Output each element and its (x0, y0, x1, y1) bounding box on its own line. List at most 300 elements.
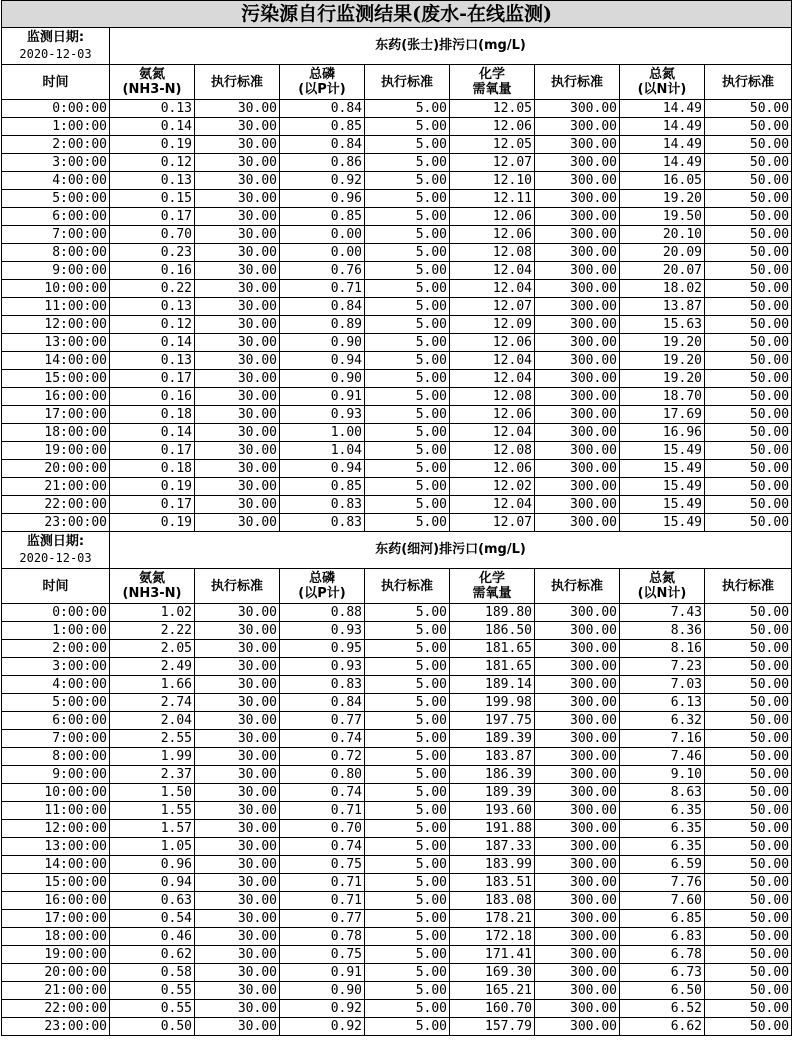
value-cell: 300.00 (535, 406, 620, 424)
value-cell: 0.54 (110, 910, 195, 928)
value-cell: 30.00 (195, 820, 280, 838)
value-cell: 0.95 (280, 640, 365, 658)
value-cell: 50.00 (705, 190, 792, 208)
value-cell: 50.00 (705, 262, 792, 280)
value-cell: 0.16 (110, 262, 195, 280)
value-cell: 5.00 (365, 118, 450, 136)
value-cell: 5.00 (365, 190, 450, 208)
value-cell: 300.00 (535, 1018, 620, 1036)
value-cell: 30.00 (195, 928, 280, 946)
value-cell: 172.18 (450, 928, 535, 946)
value-cell: 300.00 (535, 280, 620, 298)
value-cell: 6.35 (620, 838, 705, 856)
value-cell: 300.00 (535, 136, 620, 154)
value-cell: 300.00 (535, 154, 620, 172)
col-tn (620, 569, 705, 604)
value-cell: 30.00 (195, 334, 280, 352)
section-header-row (2, 28, 792, 65)
table-row (2, 838, 792, 856)
value-cell: 30.00 (195, 388, 280, 406)
value-cell: 7.03 (620, 676, 705, 694)
value-cell: 300.00 (535, 622, 620, 640)
col-tn (620, 65, 705, 100)
value-cell: 0.14 (110, 334, 195, 352)
col-time: 时间 (2, 569, 110, 604)
table-row (2, 712, 792, 730)
value-cell: 30.00 (195, 658, 280, 676)
value-cell: 2.55 (110, 730, 195, 748)
value-cell: 0.91 (280, 388, 365, 406)
value-cell: 12.07 (450, 298, 535, 316)
value-cell: 300.00 (535, 964, 620, 982)
time-cell: 12:00:00 (2, 316, 110, 334)
time-cell: 7:00:00 (2, 730, 110, 748)
value-cell: 0.74 (280, 838, 365, 856)
value-cell: 300.00 (535, 262, 620, 280)
value-cell: 300.00 (535, 370, 620, 388)
value-cell: 7.23 (620, 658, 705, 676)
value-cell: 165.21 (450, 982, 535, 1000)
value-cell: 0.94 (280, 352, 365, 370)
value-cell: 7.16 (620, 730, 705, 748)
value-cell: 186.39 (450, 766, 535, 784)
value-cell: 7.76 (620, 874, 705, 892)
col-cod (450, 65, 535, 100)
value-cell: 0.17 (110, 496, 195, 514)
value-cell: 50.00 (705, 640, 792, 658)
time-cell: 8:00:00 (2, 244, 110, 262)
value-cell: 30.00 (195, 856, 280, 874)
value-cell: 50.00 (705, 766, 792, 784)
value-cell: 5.00 (365, 622, 450, 640)
value-cell: 1.55 (110, 802, 195, 820)
time-cell: 3:00:00 (2, 154, 110, 172)
value-cell: 0.93 (280, 658, 365, 676)
time-cell: 19:00:00 (2, 442, 110, 460)
value-cell: 14.49 (620, 118, 705, 136)
col-cod-line2: 需氧量 (472, 82, 512, 97)
col-nh3-line2: (NH3-N) (122, 82, 182, 97)
value-cell: 5.00 (365, 820, 450, 838)
value-cell: 5.00 (365, 1000, 450, 1018)
value-cell: 30.00 (195, 244, 280, 262)
time-cell: 17:00:00 (2, 910, 110, 928)
value-cell: 0.83 (280, 676, 365, 694)
value-cell: 12.11 (450, 190, 535, 208)
value-cell: 5.00 (365, 1018, 450, 1036)
value-cell: 0.12 (110, 316, 195, 334)
time-cell: 21:00:00 (2, 982, 110, 1000)
value-cell: 0.15 (110, 190, 195, 208)
value-cell: 5.00 (365, 298, 450, 316)
value-cell: 0.83 (280, 514, 365, 532)
value-cell: 0.19 (110, 136, 195, 154)
value-cell: 300.00 (535, 118, 620, 136)
value-cell: 300.00 (535, 478, 620, 496)
value-cell: 300.00 (535, 640, 620, 658)
value-cell: 0.93 (280, 622, 365, 640)
value-cell: 0.84 (280, 298, 365, 316)
value-cell: 30.00 (195, 694, 280, 712)
value-cell: 193.60 (450, 802, 535, 820)
table-row (2, 676, 792, 694)
value-cell: 0.71 (280, 802, 365, 820)
value-cell: 15.49 (620, 478, 705, 496)
time-cell: 16:00:00 (2, 892, 110, 910)
value-cell: 30.00 (195, 892, 280, 910)
time-cell: 9:00:00 (2, 766, 110, 784)
value-cell: 5.00 (365, 856, 450, 874)
col-tn-std: 执行标准 (705, 65, 792, 100)
time-cell: 8:00:00 (2, 748, 110, 766)
value-cell: 0.90 (280, 334, 365, 352)
value-cell: 50.00 (705, 334, 792, 352)
value-cell: 0.78 (280, 928, 365, 946)
value-cell: 5.00 (365, 982, 450, 1000)
table-row (2, 100, 792, 118)
value-cell: 15.63 (620, 316, 705, 334)
value-cell: 30.00 (195, 190, 280, 208)
value-cell: 1.04 (280, 442, 365, 460)
value-cell: 50.00 (705, 838, 792, 856)
col-nh3-line1: 氨氮 (138, 67, 165, 82)
value-cell: 181.65 (450, 640, 535, 658)
value-cell: 13.87 (620, 298, 705, 316)
value-cell: 6.32 (620, 712, 705, 730)
value-cell: 5.00 (365, 892, 450, 910)
value-cell: 0.50 (110, 1018, 195, 1036)
value-cell: 30.00 (195, 730, 280, 748)
value-cell: 12.10 (450, 172, 535, 190)
value-cell: 300.00 (535, 694, 620, 712)
value-cell: 0.74 (280, 784, 365, 802)
value-cell: 0.58 (110, 964, 195, 982)
value-cell: 300.00 (535, 442, 620, 460)
value-cell: 12.04 (450, 424, 535, 442)
value-cell: 50.00 (705, 280, 792, 298)
value-cell: 0.71 (280, 280, 365, 298)
value-cell: 12.07 (450, 154, 535, 172)
value-cell: 300.00 (535, 928, 620, 946)
value-cell: 1.57 (110, 820, 195, 838)
section-header-row (2, 532, 792, 569)
value-cell: 19.20 (620, 370, 705, 388)
value-cell: 0.18 (110, 406, 195, 424)
value-cell: 0.80 (280, 766, 365, 784)
value-cell: 30.00 (195, 784, 280, 802)
value-cell: 50.00 (705, 802, 792, 820)
value-cell: 5.00 (365, 442, 450, 460)
value-cell: 0.14 (110, 424, 195, 442)
table-row (2, 820, 792, 838)
table-row (2, 208, 792, 226)
value-cell: 50.00 (705, 604, 792, 622)
value-cell: 50.00 (705, 100, 792, 118)
value-cell: 0.86 (280, 154, 365, 172)
value-cell: 30.00 (195, 514, 280, 532)
value-cell: 0.00 (280, 244, 365, 262)
table-row (2, 604, 792, 622)
value-cell: 5.00 (365, 676, 450, 694)
value-cell: 12.06 (450, 334, 535, 352)
value-cell: 50.00 (705, 136, 792, 154)
value-cell: 300.00 (535, 820, 620, 838)
value-cell: 186.50 (450, 622, 535, 640)
value-cell: 50.00 (705, 298, 792, 316)
col-tp-line2: (以P计) (298, 586, 346, 601)
value-cell: 189.80 (450, 604, 535, 622)
value-cell: 0.77 (280, 910, 365, 928)
value-cell: 0.83 (280, 496, 365, 514)
value-cell: 12.02 (450, 478, 535, 496)
value-cell: 5.00 (365, 712, 450, 730)
value-cell: 197.75 (450, 712, 535, 730)
col-nh3-line1: 氨氮 (138, 571, 165, 586)
table-row (2, 352, 792, 370)
time-cell: 14:00:00 (2, 856, 110, 874)
value-cell: 30.00 (195, 478, 280, 496)
column-header-row (2, 569, 792, 604)
value-cell: 0.72 (280, 748, 365, 766)
table-row (2, 442, 792, 460)
time-cell: 22:00:00 (2, 1000, 110, 1018)
value-cell: 0.19 (110, 478, 195, 496)
value-cell: 300.00 (535, 226, 620, 244)
value-cell: 50.00 (705, 712, 792, 730)
value-cell: 6.83 (620, 928, 705, 946)
value-cell: 30.00 (195, 406, 280, 424)
value-cell: 183.51 (450, 874, 535, 892)
value-cell: 300.00 (535, 496, 620, 514)
value-cell: 300.00 (535, 766, 620, 784)
value-cell: 7.60 (620, 892, 705, 910)
value-cell: 0.19 (110, 514, 195, 532)
table-row (2, 424, 792, 442)
value-cell: 7.43 (620, 604, 705, 622)
value-cell: 157.79 (450, 1018, 535, 1036)
value-cell: 30.00 (195, 982, 280, 1000)
value-cell: 30.00 (195, 964, 280, 982)
value-cell: 300.00 (535, 874, 620, 892)
time-cell: 5:00:00 (2, 694, 110, 712)
value-cell: 183.99 (450, 856, 535, 874)
time-cell: 11:00:00 (2, 298, 110, 316)
table-row (2, 802, 792, 820)
value-cell: 0.92 (280, 1000, 365, 1018)
value-cell: 30.00 (195, 370, 280, 388)
table-row (2, 478, 792, 496)
table-row (2, 946, 792, 964)
value-cell: 20.09 (620, 244, 705, 262)
value-cell: 7.46 (620, 748, 705, 766)
value-cell: 2.74 (110, 694, 195, 712)
value-cell: 5.00 (365, 388, 450, 406)
value-cell: 12.06 (450, 226, 535, 244)
monitoring-date-cell (2, 28, 110, 65)
value-cell: 30.00 (195, 748, 280, 766)
value-cell: 300.00 (535, 892, 620, 910)
time-cell: 13:00:00 (2, 838, 110, 856)
value-cell: 300.00 (535, 748, 620, 766)
value-cell: 50.00 (705, 1000, 792, 1018)
value-cell: 19.20 (620, 352, 705, 370)
table-row (2, 910, 792, 928)
value-cell: 0.92 (280, 1018, 365, 1036)
value-cell: 0.71 (280, 874, 365, 892)
col-tn-line2: (以N计) (637, 82, 687, 97)
value-cell: 300.00 (535, 910, 620, 928)
value-cell: 300.00 (535, 1000, 620, 1018)
time-cell: 14:00:00 (2, 352, 110, 370)
value-cell: 5.00 (365, 424, 450, 442)
value-cell: 300.00 (535, 604, 620, 622)
value-cell: 2.05 (110, 640, 195, 658)
value-cell: 30.00 (195, 496, 280, 514)
value-cell: 5.00 (365, 802, 450, 820)
outlet-name: 东药(细河)排污口(mg/L) (110, 532, 792, 569)
value-cell: 0.94 (280, 460, 365, 478)
date-value: 2020-12-03 (19, 47, 92, 61)
value-cell: 2.04 (110, 712, 195, 730)
table-row (2, 748, 792, 766)
time-cell: 18:00:00 (2, 424, 110, 442)
value-cell: 1.99 (110, 748, 195, 766)
table-row (2, 514, 792, 532)
value-cell: 30.00 (195, 424, 280, 442)
value-cell: 30.00 (195, 1018, 280, 1036)
col-time: 时间 (2, 65, 110, 100)
value-cell: 18.70 (620, 388, 705, 406)
time-cell: 6:00:00 (2, 712, 110, 730)
col-nh3 (110, 65, 195, 100)
value-cell: 14.49 (620, 154, 705, 172)
value-cell: 5.00 (365, 784, 450, 802)
value-cell: 30.00 (195, 946, 280, 964)
value-cell: 50.00 (705, 694, 792, 712)
col-tn-line1: 总氮 (648, 67, 675, 82)
value-cell: 300.00 (535, 658, 620, 676)
value-cell: 5.00 (365, 838, 450, 856)
value-cell: 0.63 (110, 892, 195, 910)
value-cell: 0.96 (280, 190, 365, 208)
value-cell: 12.09 (450, 316, 535, 334)
value-cell: 8.63 (620, 784, 705, 802)
table-row (2, 892, 792, 910)
value-cell: 5.00 (365, 262, 450, 280)
monitoring-date-cell (2, 532, 110, 569)
value-cell: 5.00 (365, 658, 450, 676)
value-cell: 50.00 (705, 172, 792, 190)
value-cell: 0.76 (280, 262, 365, 280)
value-cell: 50.00 (705, 784, 792, 802)
value-cell: 17.69 (620, 406, 705, 424)
col-tp-line1: 总磷 (308, 571, 335, 586)
value-cell: 6.35 (620, 802, 705, 820)
value-cell: 30.00 (195, 604, 280, 622)
value-cell: 50.00 (705, 856, 792, 874)
table-row (2, 460, 792, 478)
value-cell: 30.00 (195, 226, 280, 244)
value-cell: 30.00 (195, 154, 280, 172)
value-cell: 2.37 (110, 766, 195, 784)
value-cell: 30.00 (195, 136, 280, 154)
value-cell: 189.39 (450, 730, 535, 748)
value-cell: 50.00 (705, 658, 792, 676)
value-cell: 0.17 (110, 208, 195, 226)
value-cell: 30.00 (195, 316, 280, 334)
value-cell: 50.00 (705, 1018, 792, 1036)
value-cell: 0.85 (280, 478, 365, 496)
table-row (2, 640, 792, 658)
value-cell: 5.00 (365, 910, 450, 928)
table-row (2, 496, 792, 514)
value-cell: 5.00 (365, 766, 450, 784)
value-cell: 0.92 (280, 172, 365, 190)
value-cell: 12.04 (450, 352, 535, 370)
time-cell: 10:00:00 (2, 784, 110, 802)
time-cell: 1:00:00 (2, 118, 110, 136)
value-cell: 0.93 (280, 406, 365, 424)
time-cell: 18:00:00 (2, 928, 110, 946)
value-cell: 0.71 (280, 892, 365, 910)
table-row (2, 1000, 792, 1018)
value-cell: 5.00 (365, 334, 450, 352)
value-cell: 5.00 (365, 172, 450, 190)
value-cell: 0.23 (110, 244, 195, 262)
time-cell: 12:00:00 (2, 820, 110, 838)
value-cell: 0.85 (280, 118, 365, 136)
time-cell: 5:00:00 (2, 190, 110, 208)
value-cell: 20.07 (620, 262, 705, 280)
table-row (2, 226, 792, 244)
value-cell: 300.00 (535, 352, 620, 370)
value-cell: 0.22 (110, 280, 195, 298)
time-cell: 3:00:00 (2, 658, 110, 676)
value-cell: 50.00 (705, 964, 792, 982)
col-cod-line2: 需氧量 (472, 586, 512, 601)
value-cell: 1.02 (110, 604, 195, 622)
value-cell: 6.52 (620, 1000, 705, 1018)
value-cell: 5.00 (365, 208, 450, 226)
value-cell: 12.04 (450, 280, 535, 298)
time-cell: 7:00:00 (2, 226, 110, 244)
table-row (2, 280, 792, 298)
table-row (2, 730, 792, 748)
time-cell: 23:00:00 (2, 514, 110, 532)
title-row (2, 1, 792, 28)
table-row (2, 334, 792, 352)
value-cell: 300.00 (535, 982, 620, 1000)
value-cell: 50.00 (705, 892, 792, 910)
value-cell: 50.00 (705, 982, 792, 1000)
value-cell: 300.00 (535, 334, 620, 352)
value-cell: 12.07 (450, 514, 535, 532)
outlet-name: 东药(张士)排污口(mg/L) (110, 28, 792, 65)
time-cell: 22:00:00 (2, 496, 110, 514)
date-label: 监测日期: (26, 30, 85, 45)
value-cell: 0.13 (110, 172, 195, 190)
table-row (2, 658, 792, 676)
value-cell: 300.00 (535, 172, 620, 190)
value-cell: 300.00 (535, 730, 620, 748)
value-cell: 1.50 (110, 784, 195, 802)
value-cell: 6.85 (620, 910, 705, 928)
time-cell: 1:00:00 (2, 622, 110, 640)
value-cell: 19.20 (620, 334, 705, 352)
value-cell: 300.00 (535, 208, 620, 226)
value-cell: 5.00 (365, 226, 450, 244)
table-row (2, 406, 792, 424)
